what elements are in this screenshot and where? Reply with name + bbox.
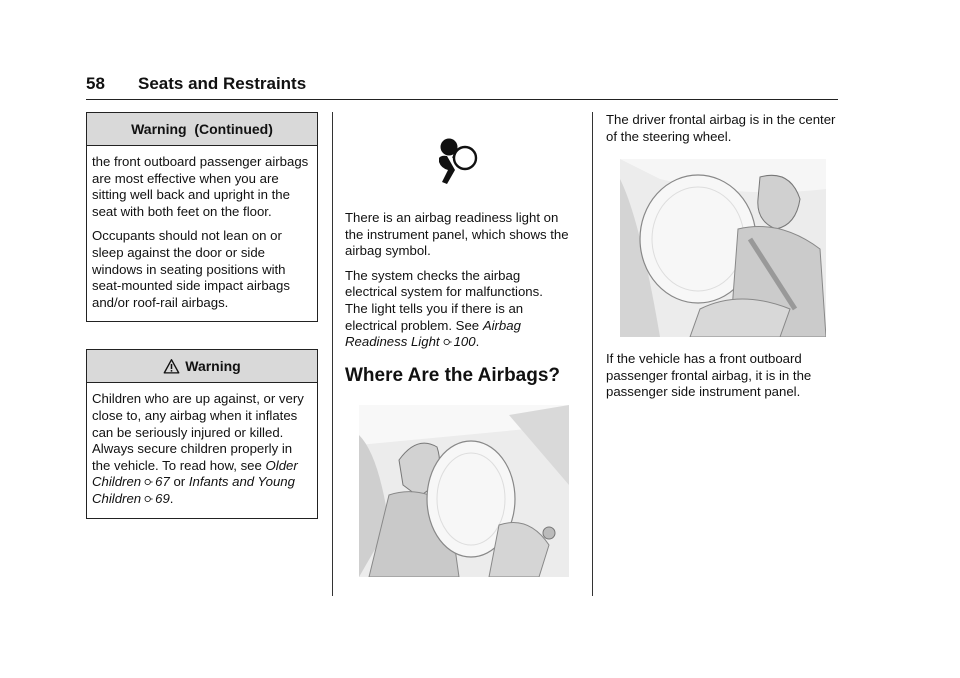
column-divider (592, 112, 593, 596)
driver-airbag-illustration (359, 405, 569, 577)
section-heading: Where Are the Airbags? (345, 364, 561, 386)
airbag-symbol-area (345, 112, 569, 204)
page-number: 58 (86, 74, 105, 93)
column-divider (332, 112, 333, 596)
warning-title: Warning (185, 358, 241, 375)
ref-older-children[interactable]: Older Children (92, 457, 298, 490)
column-right (606, 112, 838, 409)
passenger-airbag-illustration (620, 159, 826, 337)
airbag-system-para: The system checks the airbag electrical system for malfunctions. The light tells you if there is an electrical problem. See Airbag Readiness Light 100. (345, 267, 543, 350)
section-title: Seats and Restraints (138, 74, 307, 93)
ref-page-older-children[interactable]: 67 (155, 474, 170, 490)
ref-page-infants[interactable]: 69 (155, 490, 170, 506)
page-reference-icon (144, 494, 153, 504)
warning-continued-para: Occupants should not lean on or sleep against the door or side windows in seating positions with seat-mounted side impact airbags and/or roof-rail airbags. (92, 228, 290, 310)
warning-continued-box (86, 112, 318, 322)
warning-continued-title: Warning (Continued) (87, 113, 317, 146)
airbag-readiness-icon (429, 134, 489, 194)
driver-airbag-para: The driver frontal airbag is in the center of the steering wheel. (606, 112, 836, 144)
page-reference-icon (144, 477, 153, 487)
warning-triangle-icon (163, 358, 180, 375)
column-left (86, 112, 318, 519)
warning-text: Children who are up against, or very close to, any airbag when it inflates can be seriously injured or killed. Always secure children properly in the vehicle. To read how, see Older Children 67 or Infants and Young Children 69. (92, 391, 304, 506)
ref-infants-young-children[interactable]: Infants and Young Children (92, 474, 295, 506)
page-header (86, 72, 838, 100)
ref-airbag-readiness-light[interactable]: Airbag Readiness Light (345, 317, 521, 350)
passenger-airbag-para: If the vehicle has a front outboard passenger frontal airbag, it is in the passenger side instrument panel. (606, 351, 812, 400)
warning-header (87, 350, 317, 383)
page-reference-icon (443, 337, 452, 347)
column-middle (345, 112, 569, 577)
ref-page-airbag-light[interactable]: 100 (453, 334, 476, 350)
warning-box (86, 349, 318, 518)
airbag-light-para: There is an airbag readiness light on the instrument panel, which shows the airbag symbol. (345, 210, 569, 259)
warning-continued-para: the front outboard passenger airbags are most effective when you are sitting well back and upright in the seat with both feet on the floor. (92, 154, 309, 219)
